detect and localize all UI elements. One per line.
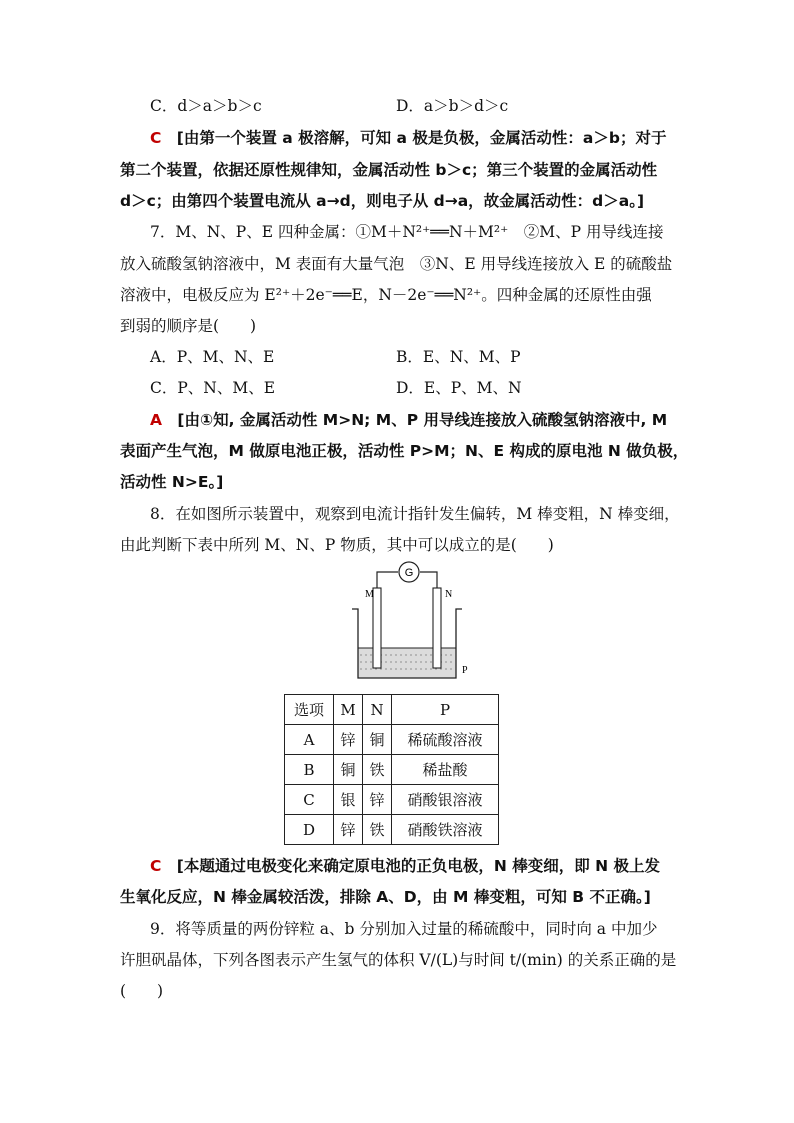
table-header: M [334, 695, 363, 725]
table-cell: 硝酸银溶液 [392, 785, 499, 815]
table-cell: 硝酸铁溶液 [392, 815, 499, 845]
q6-analysis-text-1: [由第一个装置 a 极溶解，可知 a 极是负极，金属活动性：a＞b；对于 [176, 129, 667, 147]
q7-option-c[interactable]: C．P、N、M、E [150, 379, 276, 397]
q7-analysis-line-2: 表面产生气泡，M 做原电池正极，活动性 P>M；N、E 构成的原电池 N 做负极， [120, 442, 689, 460]
table-cell: 锌 [334, 815, 363, 845]
table-cell: B [285, 755, 334, 785]
q7-option-a[interactable]: A．P、M、N、E [150, 348, 275, 366]
q7-stem-line-3: 溶液中，电极反应为 E²⁺＋2e⁻══E，N－2e⁻══N²⁺。四种金属的还原性由强 [120, 286, 652, 304]
solution-label: P [462, 665, 468, 676]
q7-analysis-line-3: 活动性 N>E。] [120, 473, 224, 491]
rod-n-label: N [445, 589, 453, 600]
q7-options-row-2 [150, 378, 710, 398]
table-row[interactable] [285, 725, 499, 755]
q7-stem-line-2: 放入硫酸氢钠溶液中，M 表面有大量气泡 ③N、E 用导线连接放入 E 的硫酸盐 [120, 255, 673, 273]
q9-stem-line-3: ( ) [120, 982, 164, 1000]
table-cell: 银 [334, 785, 363, 815]
right-wire [420, 572, 437, 588]
table-row[interactable] [285, 755, 499, 785]
q7-stem-line-4: 到弱的顺序是( ) [120, 317, 257, 335]
q6-options-row [150, 96, 710, 116]
q7-option-b[interactable]: B．E、N、M、P [396, 348, 521, 366]
q6-answer-letter: C [150, 129, 162, 147]
q7-option-d[interactable]: D．E、P、M、N [396, 379, 522, 397]
galvanic-cell-figure [340, 560, 480, 685]
q6-option-c[interactable]: C．d＞a＞b＞c [150, 97, 262, 115]
table-cell: A [285, 725, 334, 755]
table-header: P [392, 695, 499, 725]
rod-n [433, 588, 441, 668]
table-row[interactable] [285, 785, 499, 815]
table-cell: 铜 [363, 725, 392, 755]
table-cell: 稀盐酸 [392, 755, 499, 785]
q7-answer-letter: A [150, 411, 162, 429]
table-cell: 铜 [334, 755, 363, 785]
q8-analysis-line-1 [150, 856, 710, 876]
q9-stem-line-1: 9．将等质量的两份锌粒 a、b 分别加入过量的稀硫酸中，同时向 a 中加少 [150, 920, 658, 938]
table-cell: 铁 [363, 815, 392, 845]
q7-analysis-text-1: [由①知, 金属活动性 M>N; M、P 用导线连接放入硫酸氢钠溶液中, M [177, 411, 668, 429]
q8-analysis-text-1: [本题通过电极变化来确定原电池的正负电极，N 棒变细，即 N 极上发 [176, 857, 661, 875]
q6-analysis-line-3: d＞c；由第四个装置电流从 a→d，则电子从 d→a，故金属活动性：d＞a。] [120, 192, 645, 210]
q8-stem-line-2: 由此判断下表中所列 M、N、P 物质，其中可以成立的是( ) [120, 536, 554, 554]
table-cell: 铁 [363, 755, 392, 785]
q7-options-row-1 [150, 347, 710, 367]
table-header: N [363, 695, 392, 725]
q8-stem-line-1: 8．在如图所示装置中，观察到电流计指针发生偏转，M 棒变粗，N 棒变细， [150, 505, 680, 523]
q9-stem-line-2: 许胆矾晶体，下列各图表示产生氢气的体积 V/(L)与时间 t/(min) 的关系正确的是 [120, 951, 677, 969]
table-header: 选项 [285, 695, 334, 725]
rod-m [373, 588, 381, 668]
table-cell: D [285, 815, 334, 845]
q8-analysis-line-2: 生氧化反应，N 棒金属较活泼，排除 A、D，由 M 棒变粗，可知 B 不正确。] [120, 888, 651, 906]
left-wire [377, 572, 398, 588]
table-row[interactable] [285, 815, 499, 845]
q8-answer-letter: C [150, 857, 162, 875]
galvanometer-label: G [404, 567, 414, 579]
q6-analysis-line-1 [150, 128, 710, 148]
q7-analysis-line-1 [150, 410, 710, 430]
table-cell: 锌 [363, 785, 392, 815]
table-header-row [285, 695, 499, 725]
table-cell: 稀硫酸溶液 [392, 725, 499, 755]
q6-option-d[interactable]: D．a＞b＞d＞c [396, 97, 509, 115]
table-cell: 锌 [334, 725, 363, 755]
q7-stem-line-1: 7．M、N、P、E 四种金属：①M＋N²⁺══N＋M²⁺ ②M、P 用导线连接 [150, 223, 664, 241]
q6-analysis-line-2: 第二个装置，依据还原性规律知，金属活动性 b＞c；第三个装置的金属活动性 [120, 161, 658, 179]
rod-m-label: M [365, 589, 374, 600]
q8-options-table [284, 694, 499, 845]
table-cell: C [285, 785, 334, 815]
